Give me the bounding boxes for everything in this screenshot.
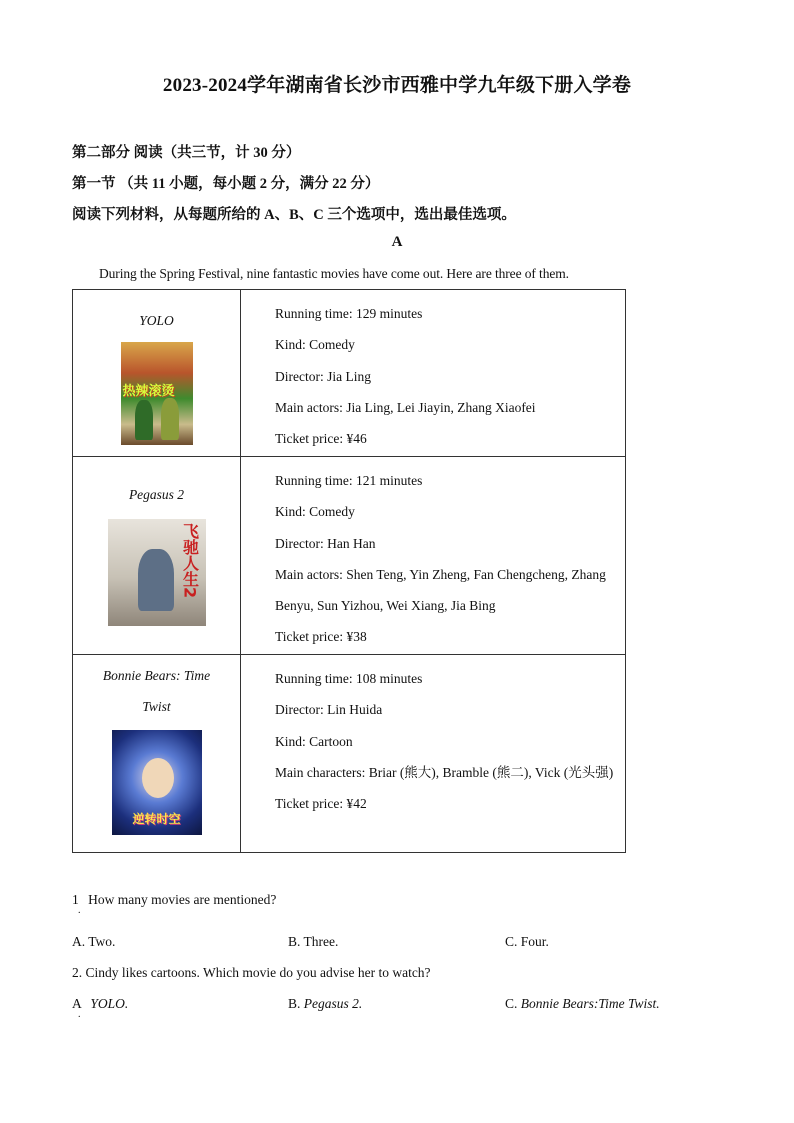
movie-main-actors: Main actors: Shen Teng, Yin Zheng, Fan Chengcheng, Zhang Benyu, Sun Yizhou, Wei Xiang, Jia Bing <box>275 566 606 614</box>
intro-text: During the Spring Festival, nine fantastic movies have come out. Here are three of them. <box>99 266 569 281</box>
movie-title: Pegasus 2 <box>128 487 185 502</box>
option-letter: C. <box>505 996 518 1011</box>
option-text: YOLO. <box>90 996 129 1011</box>
movie-director: Director: Lin Huida <box>275 702 383 718</box>
movie-title-line-1: Bonnie Bears: Time <box>102 668 211 683</box>
movie-title <box>73 660 240 722</box>
poster-title-text: 逆转时空 <box>132 812 181 826</box>
movie-director: Director: Han Han <box>275 535 376 551</box>
option-b[interactable]: B. Three. <box>288 934 339 949</box>
yolo-poster-image <box>121 342 193 445</box>
pegasus-2-poster-image <box>108 519 206 626</box>
movie-row <box>73 290 626 457</box>
movie-kind: Kind: Cartoon <box>275 733 353 749</box>
movie-main-characters: Main characters: Briar (熊大), Bramble (熊二), Vick (光头强) <box>275 764 614 780</box>
bonnie-bears-poster-image <box>112 730 202 835</box>
movie-cell-left <box>73 655 241 853</box>
page-title: 2023-2024学年湖南省长沙市西雅中学九年级下册入学卷 <box>162 75 632 96</box>
movie-cell-right <box>241 290 626 457</box>
option-letter: A <box>72 996 82 1011</box>
option-c[interactable] <box>505 996 660 1012</box>
movie-running-time: Running time: 129 minutes <box>275 306 423 321</box>
option-letter: B. <box>288 996 301 1011</box>
movie-row <box>73 655 626 853</box>
passage-label: A <box>391 234 403 250</box>
movie-director: Director: Jia Ling <box>275 368 371 384</box>
question-text: How many movies are mentioned? <box>88 892 277 907</box>
option-text: Bonnie Bears:Time Twist. <box>520 996 660 1011</box>
movie-cell-left <box>73 290 241 457</box>
movie-ticket-price: Ticket price: ¥46 <box>275 431 367 447</box>
movie-table <box>72 289 626 853</box>
poster-title-text: 飞驰人生2 <box>180 523 200 599</box>
movie-kind: Kind: Comedy <box>275 337 355 353</box>
question-text: Cindy likes cartoons. Which movie do you advise her to watch? <box>85 965 431 980</box>
part-heading: 第二部分 阅读（共三节，计 30 分） <box>72 145 301 161</box>
section-heading: 第一节 （共 11 小题，每小题 2 分，满分 22 分） <box>72 176 380 192</box>
movie-title: YOLO <box>139 313 174 328</box>
movie-main-actors: Main actors: Jia Ling, Lei Jiayin, Zhang Xiaofei <box>275 399 536 415</box>
movie-cell-right <box>241 457 626 655</box>
question-number: 2. <box>72 965 83 980</box>
movie-title-line-2: Twist <box>142 699 171 714</box>
movie-ticket-price: Ticket price: ¥38 <box>275 629 367 645</box>
option-b[interactable] <box>288 996 362 1012</box>
option-a[interactable]: A. Two. <box>72 934 116 949</box>
movie-cell-left <box>73 457 241 655</box>
instruction-text: 阅读下列材料，从每题所给的 A、B、C 三个选项中，选出最佳选项。 <box>72 207 516 223</box>
movie-running-time: Running time: 121 minutes <box>275 473 423 488</box>
movie-running-time: Running time: 108 minutes <box>275 671 423 686</box>
question-2 <box>72 965 431 981</box>
question-number: 1 <box>72 892 79 907</box>
question-number-dot: . <box>78 905 81 916</box>
option-text: Pegasus 2. <box>303 996 363 1011</box>
movie-kind: Kind: Comedy <box>275 504 355 520</box>
question-1 <box>72 892 276 908</box>
poster-title-text: 热辣滚烫 <box>122 384 175 399</box>
movie-ticket-price: Ticket price: ¥42 <box>275 796 367 812</box>
option-letter-dot: . <box>78 1009 81 1020</box>
movie-cell-right <box>241 655 626 853</box>
movie-row <box>73 457 626 655</box>
option-c[interactable]: C. Four. <box>505 934 549 949</box>
